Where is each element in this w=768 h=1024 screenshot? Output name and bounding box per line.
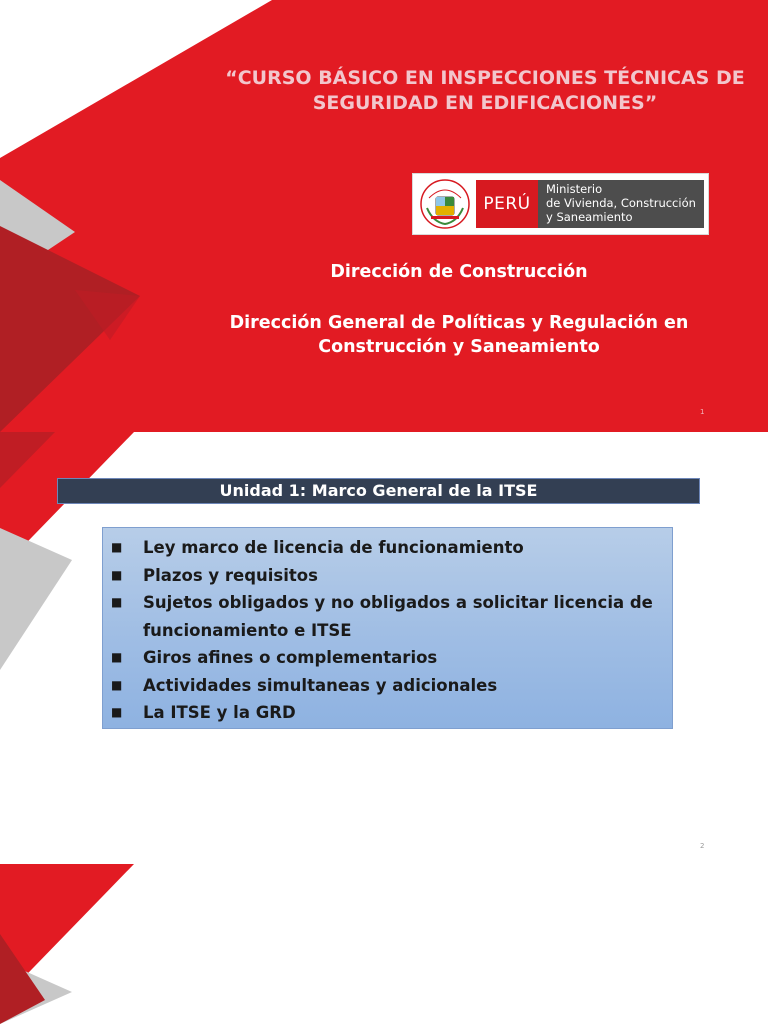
topic-text: Giros afines o complementarios (143, 648, 438, 667)
page-number: 1 (700, 408, 705, 416)
topic-text: La ITSE y la GRD (143, 703, 296, 722)
content-slide (0, 432, 768, 864)
next-slide-partial (0, 864, 768, 1024)
peru-label: PERÚ (476, 180, 538, 228)
bullet-icon: ■ (111, 595, 123, 609)
topic-list (111, 534, 672, 727)
topic-text: Plazos y requisitos (143, 565, 318, 585)
coat-of-arms-icon (419, 178, 471, 230)
bullet-icon: ■ (111, 650, 123, 664)
ministry-line: de Vivienda, Construcción (546, 196, 696, 210)
topic-text: Sujetos obligados y no obligados a solicitar licencia de funcionamiento e ITSE (143, 593, 653, 640)
ministry-name (538, 180, 704, 228)
topic-text: Actividades simultaneas y adicionales (143, 675, 498, 695)
list-item (111, 534, 672, 562)
course-title: “CURSO BÁSICO EN INSPECCIONES TÉCNICAS DE SEGURIDAD EN EDIFICACIONES” (225, 67, 745, 114)
bullet-icon: ■ (111, 677, 123, 692)
title-slide (0, 0, 768, 432)
ministry-line: Ministerio (546, 182, 603, 196)
topic-text: Ley marco de licencia de funcionamiento (143, 538, 524, 557)
direction-general: Dirección General de Políticas y Regulación en Construcción y Saneamiento (229, 313, 689, 357)
page-number: 2 (700, 842, 705, 850)
list-item (111, 699, 672, 727)
ministry-logo (412, 173, 709, 235)
unit-title: Unidad 1: Marco General de la ITSE (57, 478, 700, 504)
bullet-icon: ■ (111, 540, 123, 554)
list-item (111, 562, 672, 590)
list-item (111, 644, 672, 672)
list-item (111, 672, 672, 700)
ministry-line: y Saneamiento (546, 210, 633, 224)
slide3-background (0, 864, 768, 1024)
topic-list-box (102, 527, 673, 729)
bullet-icon: ■ (111, 705, 123, 719)
direction-construction: Dirección de Construcción (330, 262, 588, 282)
bullet-icon: ■ (111, 567, 123, 582)
list-item (111, 589, 672, 644)
